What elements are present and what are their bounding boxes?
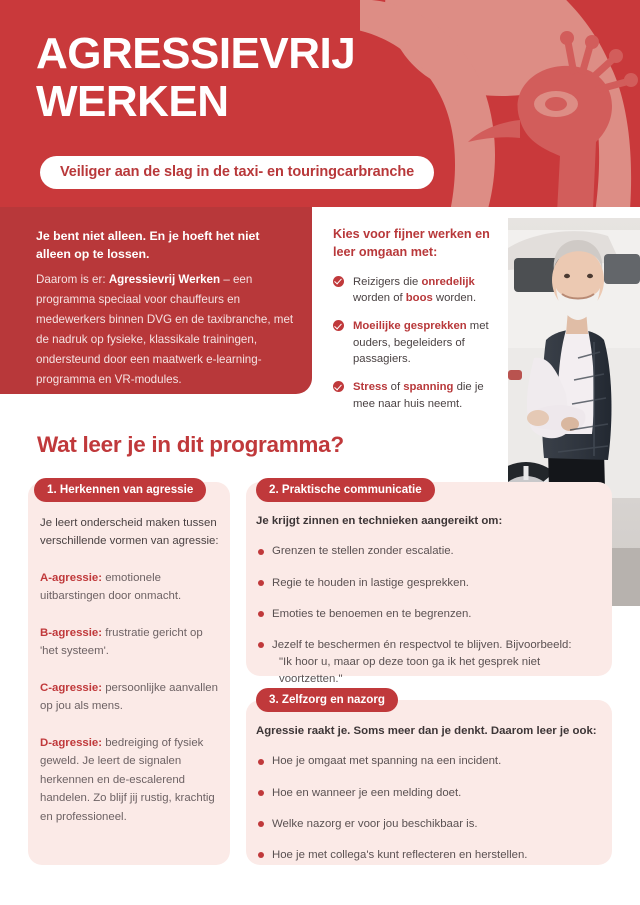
list-item	[256, 606, 600, 623]
card1-body	[40, 514, 220, 826]
card1-item-0-label: A-agressie:	[40, 571, 103, 584]
check-circle-icon	[333, 320, 344, 331]
card2-pill-label: 2. Praktische communicatie	[256, 478, 435, 502]
bullet-dot-icon	[258, 580, 264, 586]
kies-item-0-post: worden.	[432, 292, 477, 305]
header-banner	[0, 0, 640, 208]
page-title-line1: AGRESSIEVRIJ	[36, 29, 356, 78]
bullet-dot-icon	[258, 549, 264, 555]
page-title	[36, 30, 355, 126]
list-item	[256, 785, 600, 802]
card3-body	[256, 722, 600, 878]
list-item	[256, 753, 600, 770]
bullet-dot-icon	[258, 642, 264, 648]
card1-item-1-text: frustratie gericht op 'het systeem'.	[40, 626, 203, 658]
kies-title: Kies voor fijner werken en leer omgaan met:	[333, 227, 490, 260]
card1-item-1-label: B-agressie:	[40, 626, 103, 639]
card1-item-2-label: C-agressie:	[40, 681, 103, 694]
bullet-dot-icon	[258, 759, 264, 765]
kies-item-2-b2: spanning	[403, 381, 454, 394]
kies-item-0-mid: worden of	[353, 292, 406, 305]
kies-item-0-b2: boos	[405, 292, 433, 305]
list-item	[256, 543, 600, 560]
card1-item-3-text: bedreiging of fysiek geweld. Je leert de signalen herkennen en de-escalerend handelen. Zo blijf jij rustig, krachtig en professioneel.	[40, 736, 215, 823]
card2-bullet-3: Jezelf te beschermen én respectvol te blijven. Bijvoorbeeld:	[272, 638, 572, 651]
kies-item-1-mid: met ouders, begeleiders of passagiers.	[353, 319, 489, 366]
card1-item-2	[40, 679, 220, 716]
check-circle-icon	[333, 381, 344, 392]
card1-item-1	[40, 624, 220, 661]
card3-intro: Agressie raakt je. Soms meer dan je denkt. Daarom leer je ook:	[256, 725, 597, 737]
card2-bullet-1: Regie te houden in lastige gesprekken.	[272, 576, 469, 589]
intro-body-prefix: Daarom is er:	[36, 273, 109, 286]
kies-item-2-b1: Stress	[353, 381, 388, 394]
list-item	[333, 318, 505, 368]
kies-item-0-pre: Reizigers die	[353, 275, 422, 288]
list-item	[333, 379, 505, 412]
card2-bullet-list	[256, 543, 600, 688]
bullet-dot-icon	[258, 611, 264, 617]
intro-body-text	[36, 270, 298, 390]
card3-bullet-list	[256, 753, 600, 863]
card2-intro: Je krijgt zinnen en technieken aangereikt om:	[256, 515, 503, 527]
section-title: Wat leer je in dit programma?	[37, 432, 344, 457]
card3-bullet-1: Hoe en wanneer je een melding doet.	[272, 786, 462, 799]
kies-list	[333, 274, 505, 413]
kies-item-2-post: die je mee naar huis neemt.	[353, 381, 484, 410]
kies-block	[333, 225, 505, 424]
list-item	[333, 274, 505, 307]
card2-bullet-0: Grenzen te stellen zonder escalatie.	[272, 545, 454, 558]
list-item	[256, 847, 600, 864]
card1-item-0-text: emotionele uitbarstingen door onmacht.	[40, 571, 182, 603]
bullet-dot-icon	[258, 821, 264, 827]
kies-item-2-mid: of	[387, 381, 404, 394]
card1-intro: Je leert onderscheid maken tussen verschillende vormen van agressie:	[40, 517, 219, 548]
card1-pill-label: 1. Herkennen van agressie	[34, 478, 206, 502]
bullet-dot-icon	[258, 790, 264, 796]
card3-bullet-0: Hoe je omgaat met spanning na een incident.	[272, 755, 502, 768]
bullet-dot-icon	[258, 852, 264, 858]
card2-body	[256, 512, 600, 702]
page-title-line2: WERKEN	[36, 76, 229, 126]
card1-item-3-label: D-agressie:	[40, 736, 103, 749]
card1-item-3	[40, 734, 220, 826]
list-item	[256, 816, 600, 833]
list-item	[256, 575, 600, 592]
intro-body-bold: Agressievrij Werken	[108, 273, 221, 286]
card3-bullet-3: Hoe je met collega's kunt reflecteren en herstellen.	[272, 848, 528, 861]
card2-quote: "Ik hoor u, maar op deze toon ga ik het gesprek niet voortzetten."	[279, 655, 541, 686]
intro-body-rest: – een programma speciaal voor chauffeurs en medewerkers binnen DVG en de taxibranche, met de nadruk op fysieke, klassikale trainingen, ondersteund door een maatwerk e-learning-programma en VR-modules.	[36, 273, 294, 386]
card2-bullet-2: Emoties te benoemen en te begrenzen.	[272, 607, 472, 620]
card3-bullet-2: Welke nazorg er voor jou beschikbaar is.	[272, 817, 478, 830]
card1-item-0	[40, 569, 220, 606]
kies-item-1-b1: Moeilijke gesprekken	[353, 319, 467, 332]
kies-item-0-b1: onredelijk	[421, 275, 475, 288]
check-circle-icon	[333, 276, 344, 287]
intro-lead-text: Je bent niet alleen. En je hoeft het niet alleen op te lossen.	[36, 229, 260, 262]
card3-pill-label: 3. Zelfzorg en nazorg	[256, 688, 398, 712]
subtitle-pill: Veiliger aan de slag in de taxi- en touringcarbranche	[40, 156, 434, 189]
list-item	[256, 637, 600, 688]
card1-item-2-text: persoonlijke aanvallen op jou als mens.	[40, 681, 218, 713]
